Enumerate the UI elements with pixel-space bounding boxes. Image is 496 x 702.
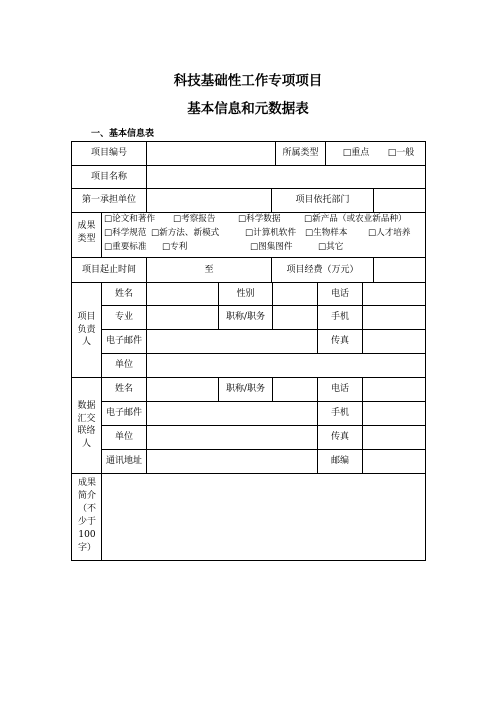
- row-divider: [101, 353, 426, 354]
- leader-gender-label: 性别: [236, 288, 255, 299]
- section-heading: 一、基本信息表: [91, 129, 155, 139]
- table-border-bottom: [71, 560, 426, 561]
- result-type-checkbox[interactable]: □生物样本: [305, 228, 348, 238]
- col-divider: [362, 377, 363, 473]
- lead-unit-label: 第一承担单位: [81, 195, 136, 205]
- row-divider: [101, 425, 426, 426]
- col-divider: [272, 282, 273, 330]
- row-divider: [101, 401, 426, 402]
- project-no-label: 项目编号: [90, 148, 127, 158]
- result-type-label: 成果 类型: [77, 221, 96, 244]
- leader-email-label: 电子邮件: [105, 336, 142, 346]
- category-label: 所属类型: [282, 148, 319, 158]
- document-title: 科技基础性工作专项项目: [173, 73, 323, 89]
- result-type-checkbox[interactable]: □图集图件: [250, 242, 293, 252]
- funding-label: 项目经费（万元）: [286, 264, 359, 275]
- result-type-checkbox[interactable]: □重要标准: [104, 242, 147, 252]
- result-type-checkbox[interactable]: □新方法、新模式: [151, 228, 220, 238]
- category-general-checkbox[interactable]: □一般: [387, 148, 415, 158]
- col-divider: [101, 212, 102, 257]
- contact-name-label: 姓名: [114, 384, 133, 394]
- col-divider: [146, 377, 147, 473]
- contact-phone-label: 电话: [330, 384, 349, 394]
- result-type-checkbox[interactable]: □新产品（或农业新品种）: [304, 214, 407, 224]
- project-name-field[interactable]: [147, 166, 425, 188]
- row-divider: [101, 329, 426, 330]
- row-divider: [71, 212, 426, 213]
- lead-unit-field[interactable]: [147, 189, 271, 212]
- result-type-checkbox[interactable]: □计算机软件: [245, 228, 297, 238]
- project-name-label: 项目名称: [90, 171, 127, 182]
- leader-major-label: 专业: [114, 312, 133, 322]
- contact-mobile-label: 手机: [330, 408, 349, 418]
- period-to: 至: [204, 264, 214, 275]
- col-divider: [325, 141, 326, 165]
- col-divider: [362, 282, 363, 354]
- col-divider: [146, 329, 147, 377]
- contact-label: 数据 汇交 联络 人: [77, 401, 96, 449]
- contact-unit-label: 单位: [114, 432, 133, 442]
- commission-dept-label: 项目依托部门: [295, 195, 350, 205]
- leader-unit-label: 单位: [114, 360, 133, 370]
- leader-title-label: 职称/职务: [225, 312, 266, 322]
- col-divider: [146, 282, 147, 330]
- result-type-checkbox[interactable]: □专利: [162, 242, 188, 252]
- leader-fax-label: 传真: [330, 336, 349, 346]
- contact-title-label: 职称/职务: [225, 384, 266, 394]
- project-no-field[interactable]: [147, 142, 275, 165]
- contact-email-label: 电子邮件: [105, 408, 142, 418]
- result-type-checkbox[interactable]: □科学规范: [104, 228, 147, 238]
- leader-mobile-label: 手机: [330, 312, 349, 322]
- leader-label: 项目 负责 人: [77, 312, 96, 347]
- table-border-right: [425, 141, 426, 561]
- row-divider: [101, 449, 426, 450]
- result-type-checkbox[interactable]: □其它: [318, 242, 344, 252]
- result-type-checkbox[interactable]: □论文和著作: [104, 214, 156, 224]
- commission-dept-field[interactable]: [374, 189, 425, 212]
- contact-fax-label: 传真: [330, 432, 349, 442]
- col-divider: [272, 377, 273, 401]
- category-key-checkbox[interactable]: □重点: [342, 148, 370, 158]
- summary-label: 成果 简介 （不 少于 100 字）: [77, 478, 96, 553]
- funding-field[interactable]: [374, 258, 425, 282]
- result-type-checkbox[interactable]: □考察报告: [173, 214, 216, 224]
- result-type-checkbox[interactable]: □科学数据: [238, 214, 281, 224]
- period-label: 项目起止时间: [81, 264, 136, 275]
- leader-name-label: 姓名: [114, 288, 133, 299]
- contact-address-label: 通讯地址: [105, 456, 142, 466]
- document-subtitle: 基本信息和元数据表: [187, 101, 309, 117]
- result-type-checkbox[interactable]: □人才培养: [368, 228, 411, 238]
- leader-phone-label: 电话: [330, 288, 349, 299]
- contact-postcode-label: 邮编: [330, 456, 349, 466]
- summary-field[interactable]: [102, 474, 425, 560]
